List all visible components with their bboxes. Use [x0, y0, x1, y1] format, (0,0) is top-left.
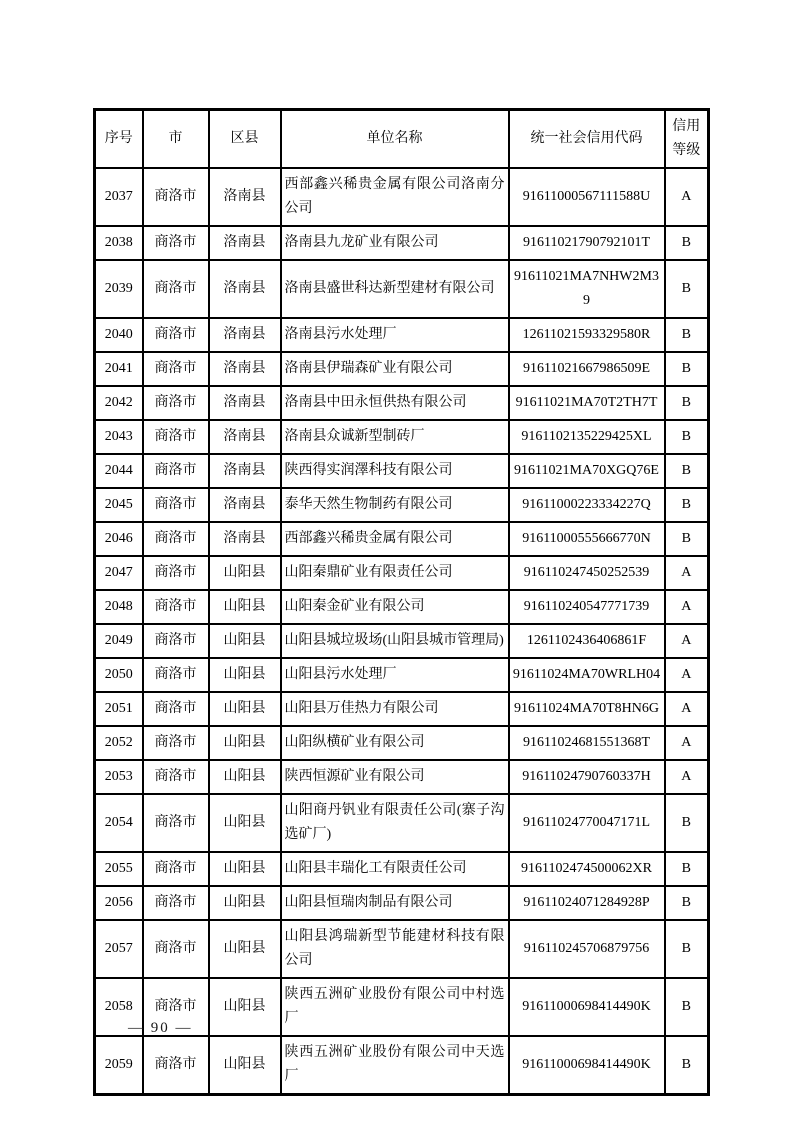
cell-name: 陕西得实润澤科技有限公司	[281, 454, 509, 488]
cell-city: 商洛市	[143, 420, 209, 454]
table-body	[95, 168, 709, 1095]
cell-no: 2056	[95, 886, 143, 920]
table-row	[95, 556, 709, 590]
table-row	[95, 590, 709, 624]
cell-city: 商洛市	[143, 692, 209, 726]
table-header-row	[95, 110, 709, 169]
cell-district: 山阳县	[209, 624, 281, 658]
cell-city: 商洛市	[143, 1036, 209, 1095]
cell-city: 商洛市	[143, 522, 209, 556]
column-header-serial: 序号	[95, 110, 143, 169]
credit-rating-table	[93, 108, 710, 1096]
cell-code: 916110247450252539	[509, 556, 665, 590]
cell-no: 2050	[95, 658, 143, 692]
cell-grade: A	[665, 760, 709, 794]
cell-grade: B	[665, 318, 709, 352]
cell-district: 山阳县	[209, 692, 281, 726]
cell-grade: A	[665, 556, 709, 590]
cell-grade: A	[665, 658, 709, 692]
cell-no: 2055	[95, 852, 143, 886]
cell-name: 山阳县丰瑞化工有限责任公司	[281, 852, 509, 886]
cell-code: 91611024770047171L	[509, 794, 665, 852]
cell-no: 2037	[95, 168, 143, 226]
cell-code: 12611021593329580R	[509, 318, 665, 352]
cell-grade: A	[665, 692, 709, 726]
cell-city: 商洛市	[143, 260, 209, 318]
cell-grade: B	[665, 1036, 709, 1095]
cell-grade: B	[665, 226, 709, 260]
cell-city: 商洛市	[143, 760, 209, 794]
cell-district: 山阳县	[209, 658, 281, 692]
cell-name: 山阳县城垃圾场(山阳县城市管理局)	[281, 624, 509, 658]
cell-grade: B	[665, 920, 709, 978]
cell-no: 2041	[95, 352, 143, 386]
cell-name: 山阳县万佳热力有限公司	[281, 692, 509, 726]
cell-no: 2054	[95, 794, 143, 852]
table-row	[95, 1036, 709, 1095]
table-row	[95, 794, 709, 852]
cell-grade: A	[665, 168, 709, 226]
cell-code: 91611024071284928P	[509, 886, 665, 920]
cell-name: 山阳县污水处理厂	[281, 658, 509, 692]
cell-no: 2052	[95, 726, 143, 760]
cell-no: 2048	[95, 590, 143, 624]
cell-no: 2043	[95, 420, 143, 454]
table-row	[95, 386, 709, 420]
table-row	[95, 420, 709, 454]
cell-city: 商洛市	[143, 794, 209, 852]
cell-no: 2038	[95, 226, 143, 260]
cell-grade: A	[665, 590, 709, 624]
cell-city: 商洛市	[143, 624, 209, 658]
column-header-code: 统一社会信用代码	[509, 110, 665, 169]
cell-city: 商洛市	[143, 318, 209, 352]
cell-grade: B	[665, 488, 709, 522]
cell-no: 2049	[95, 624, 143, 658]
cell-name: 洛南县中田永恒供热有限公司	[281, 386, 509, 420]
table-row	[95, 522, 709, 556]
cell-district: 山阳县	[209, 978, 281, 1036]
cell-code: 91611021667986509E	[509, 352, 665, 386]
cell-district: 山阳县	[209, 1036, 281, 1095]
cell-name: 西部鑫兴稀贵金属有限公司	[281, 522, 509, 556]
cell-city: 商洛市	[143, 658, 209, 692]
cell-city: 商洛市	[143, 168, 209, 226]
cell-city: 商洛市	[143, 590, 209, 624]
cell-code: 91611000555666770N	[509, 522, 665, 556]
cell-grade: B	[665, 852, 709, 886]
cell-district: 洛南县	[209, 226, 281, 260]
cell-city: 商洛市	[143, 556, 209, 590]
cell-code: 9161102135229425XL	[509, 420, 665, 454]
cell-grade: B	[665, 978, 709, 1036]
cell-district: 洛南县	[209, 318, 281, 352]
column-header-grade: 信用等级	[665, 110, 709, 169]
cell-district: 洛南县	[209, 352, 281, 386]
cell-city: 商洛市	[143, 386, 209, 420]
cell-code: 91611000698414490K	[509, 1036, 665, 1095]
cell-district: 洛南县	[209, 454, 281, 488]
cell-no: 2059	[95, 1036, 143, 1095]
column-header-name: 单位名称	[281, 110, 509, 169]
table-row	[95, 168, 709, 226]
table-row	[95, 318, 709, 352]
cell-name: 山阳秦鼎矿业有限责任公司	[281, 556, 509, 590]
cell-district: 山阳县	[209, 590, 281, 624]
cell-district: 山阳县	[209, 920, 281, 978]
cell-district: 山阳县	[209, 556, 281, 590]
cell-no: 2046	[95, 522, 143, 556]
cell-district: 洛南县	[209, 488, 281, 522]
table-row	[95, 886, 709, 920]
cell-no: 2045	[95, 488, 143, 522]
cell-no: 2058	[95, 978, 143, 1036]
table-row	[95, 352, 709, 386]
table-row	[95, 658, 709, 692]
cell-name: 山阳秦金矿业有限公司	[281, 590, 509, 624]
cell-district: 山阳县	[209, 886, 281, 920]
table-row	[95, 488, 709, 522]
cell-code: 1261102436406861F	[509, 624, 665, 658]
cell-name: 洛南县伊瑞森矿业有限公司	[281, 352, 509, 386]
cell-city: 商洛市	[143, 920, 209, 978]
cell-no: 2051	[95, 692, 143, 726]
cell-district: 洛南县	[209, 522, 281, 556]
cell-grade: B	[665, 352, 709, 386]
cell-name: 山阳纵横矿业有限公司	[281, 726, 509, 760]
table-row	[95, 920, 709, 978]
cell-city: 商洛市	[143, 978, 209, 1036]
cell-grade: B	[665, 420, 709, 454]
cell-name: 陕西五洲矿业股份有限公司中村选厂	[281, 978, 509, 1036]
cell-district: 洛南县	[209, 386, 281, 420]
cell-code: 91611024790760337H	[509, 760, 665, 794]
cell-grade: B	[665, 886, 709, 920]
table-row	[95, 624, 709, 658]
cell-grade: B	[665, 260, 709, 318]
cell-name: 泰华天然生物制药有限公司	[281, 488, 509, 522]
cell-name: 洛南县盛世科达新型建材有限公司	[281, 260, 509, 318]
cell-district: 洛南县	[209, 260, 281, 318]
table-row	[95, 692, 709, 726]
cell-code: 91611024MA70WRLH04	[509, 658, 665, 692]
cell-name: 洛南县污水处理厂	[281, 318, 509, 352]
cell-district: 山阳县	[209, 760, 281, 794]
cell-city: 商洛市	[143, 886, 209, 920]
cell-code: 91611024MA70T8HN6G	[509, 692, 665, 726]
cell-grade: B	[665, 522, 709, 556]
cell-no: 2042	[95, 386, 143, 420]
page-number: — 90 —	[128, 1020, 193, 1036]
cell-city: 商洛市	[143, 352, 209, 386]
cell-no: 2039	[95, 260, 143, 318]
cell-grade: B	[665, 386, 709, 420]
table-row	[95, 852, 709, 886]
cell-no: 2057	[95, 920, 143, 978]
cell-name: 陕西五洲矿业股份有限公司中天选厂	[281, 1036, 509, 1095]
cell-code: 91611000698414490K	[509, 978, 665, 1036]
cell-no: 2047	[95, 556, 143, 590]
cell-name: 洛南县九龙矿业有限公司	[281, 226, 509, 260]
cell-code: 91611000567111588U	[509, 168, 665, 226]
cell-code: 9161102474500062XR	[509, 852, 665, 886]
cell-grade: A	[665, 726, 709, 760]
cell-city: 商洛市	[143, 226, 209, 260]
table-row	[95, 260, 709, 318]
table-row	[95, 454, 709, 488]
cell-district: 洛南县	[209, 168, 281, 226]
table-row	[95, 726, 709, 760]
cell-district: 洛南县	[209, 420, 281, 454]
cell-code: 91611021790792101T	[509, 226, 665, 260]
cell-district: 山阳县	[209, 726, 281, 760]
cell-no: 2044	[95, 454, 143, 488]
cell-city: 商洛市	[143, 726, 209, 760]
cell-code: 916110240547771739	[509, 590, 665, 624]
cell-no: 2053	[95, 760, 143, 794]
cell-grade: B	[665, 454, 709, 488]
cell-name: 山阳县鸿瑞新型节能建材科技有限公司	[281, 920, 509, 978]
cell-code: 916110245706879756	[509, 920, 665, 978]
table-row	[95, 226, 709, 260]
cell-name: 陕西恒源矿业有限公司	[281, 760, 509, 794]
cell-name: 西部鑫兴稀贵金属有限公司洛南分公司	[281, 168, 509, 226]
cell-code: 91611000223334227Q	[509, 488, 665, 522]
cell-city: 商洛市	[143, 454, 209, 488]
cell-code: 91611021MA70T2TH7T	[509, 386, 665, 420]
cell-code: 91611024681551368T	[509, 726, 665, 760]
column-header-city: 市	[143, 110, 209, 169]
cell-district: 山阳县	[209, 794, 281, 852]
table-row	[95, 760, 709, 794]
cell-grade: B	[665, 794, 709, 852]
column-header-district: 区县	[209, 110, 281, 169]
credit-rating-table-container	[93, 108, 707, 1096]
cell-name: 山阳县恒瑞肉制品有限公司	[281, 886, 509, 920]
cell-no: 2040	[95, 318, 143, 352]
cell-code: 91611021MA7NHW2M39	[509, 260, 665, 318]
cell-city: 商洛市	[143, 852, 209, 886]
cell-city: 商洛市	[143, 488, 209, 522]
cell-name: 洛南县众诚新型制砖厂	[281, 420, 509, 454]
cell-code: 91611021MA70XGQ76E	[509, 454, 665, 488]
cell-name: 山阳商丹钒业有限责任公司(寨子沟选矿厂)	[281, 794, 509, 852]
cell-district: 山阳县	[209, 852, 281, 886]
cell-grade: A	[665, 624, 709, 658]
